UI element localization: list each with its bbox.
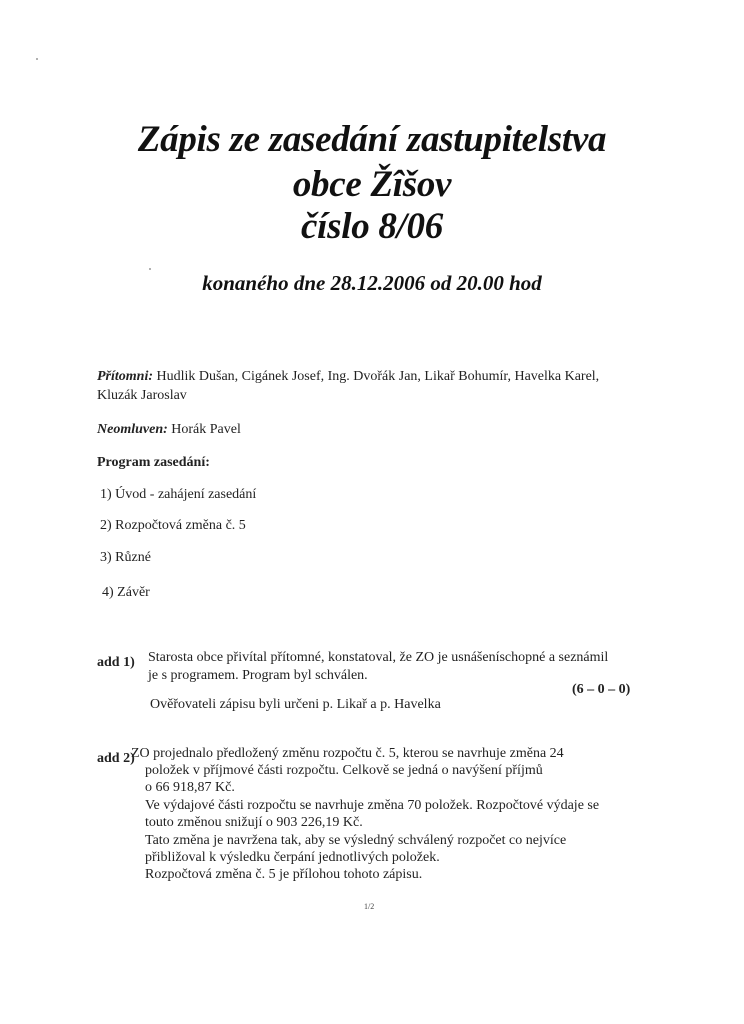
page-number: 1/2 <box>364 902 375 911</box>
add2-text-line: položek v příjmové části rozpočtu. Celkově se jedná o navýšení příjmů <box>145 763 543 778</box>
present-names: Hudlik Dušan, Cigánek Josef, Ing. Dvořák Jan, Likař Bohumír, Havelka Karel, <box>156 369 600 384</box>
program-item <box>102 584 150 601</box>
add1-vote-result: (6 – 0 – 0) <box>572 682 631 697</box>
program-item-text: Závěr <box>117 585 150 600</box>
program-item-number: 3) <box>100 550 112 565</box>
title-line-3: číslo 8/06 <box>301 206 443 247</box>
add2-text-line: o 66 918,87 Kč. <box>145 780 235 795</box>
program-heading: Program zasedání: <box>97 455 210 470</box>
program-item-text: Rozpočtová změna č. 5 <box>115 518 246 533</box>
present-label: Přítomni: <box>97 369 154 384</box>
add2-text-line: Tato změna je navržena tak, aby se výsledný schválený rozpočet co nejvíce <box>145 833 567 848</box>
title-line-1: Zápis ze zasedání zastupitelstva <box>137 119 607 160</box>
program-item-number: 2) <box>100 518 112 533</box>
program-item <box>100 549 151 566</box>
add1-text-line: je s programem. Program byl schválen. <box>148 668 368 683</box>
excused-names: Horák Pavel <box>171 422 241 437</box>
scan-speck <box>36 58 38 60</box>
add2-text-line: přibližoval k výsledku čerpání jednotlivých položek. <box>145 850 440 865</box>
program-item-text: Úvod - zahájení zasedání <box>115 487 257 502</box>
title-line-2: obce Žîšov <box>292 164 452 205</box>
excused-label: Neomluven: <box>97 422 168 437</box>
program-item <box>100 517 246 534</box>
present-names-continued: Kluzák Jaroslav <box>97 388 187 403</box>
add2-text-line: Ve výdajové části rozpočtu se navrhuje změna 70 položek. Rozpočtové výdaje se <box>145 798 600 813</box>
program-item-number: 4) <box>102 585 114 600</box>
add1-text-line: Starosta obce přivítal přítomné, konstatoval, že ZO je usnášeníschopné a seznámil <box>148 650 609 665</box>
add2-text-line: touto změnou snižují o 903 226,19 Kč. <box>145 815 363 830</box>
add1-verifiers: Ověřovateli zápisu byli určeni p. Likař a p. Havelka <box>150 697 441 712</box>
add2-label: add 2) <box>97 751 135 766</box>
program-item <box>100 486 256 503</box>
program-item-text: Různé <box>115 550 151 565</box>
add1-label: add 1) <box>97 655 135 670</box>
present-line <box>97 368 599 385</box>
add2-text-line: ZO projednalo předložený změnu rozpočtu č. 5, kterou se navrhuje změna 24 <box>131 746 564 761</box>
excused-line <box>97 421 241 438</box>
meeting-date: konaného dne 28.12.2006 od 20.00 hod <box>202 271 542 295</box>
program-item-number: 1) <box>100 487 112 502</box>
add2-text-line: Rozpočtová změna č. 5 je přílohou tohoto zápisu. <box>145 867 423 882</box>
